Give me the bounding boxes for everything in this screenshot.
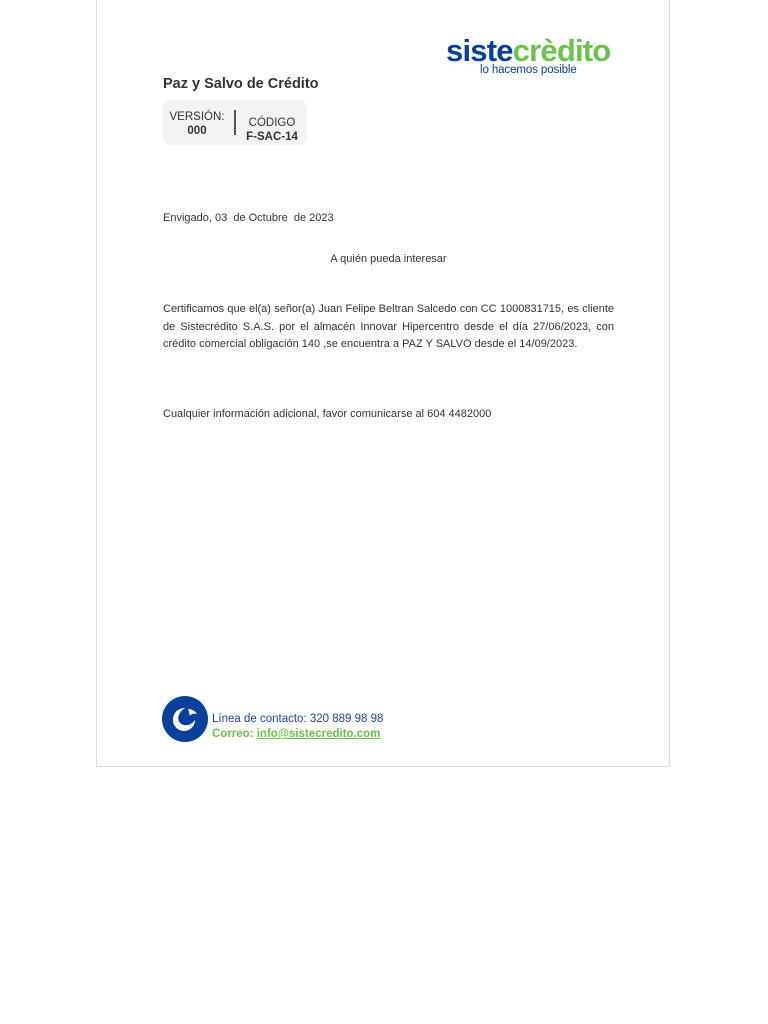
logo-wordmark [446,34,610,68]
version-block [169,110,225,138]
code-label: CÓDIGO [248,117,296,129]
email-label: Correo: [212,728,254,740]
email-link[interactable]: info@sistecredito.com [256,728,381,740]
document-page [96,0,670,767]
meta-divider [234,110,236,135]
version-label: VERSIÓN: [169,111,225,123]
sistecredito-logo [446,34,621,82]
code-block [243,116,301,144]
logo-word-credito: crèdito [512,33,611,68]
additional-info: Cualquier información adicional, favor comunicarse al 604 4482000 [163,408,492,420]
code-value: F-SAC-14 [246,131,298,143]
document-meta-box [163,100,307,145]
logo-word-siste: siste [446,33,513,68]
footer-contact [212,712,383,742]
version-value: 000 [187,125,207,137]
logo-tagline: lo hacemos posible [480,64,577,76]
letter-greeting: A quién pueda interesar [330,253,447,265]
document-title: Paz y Salvo de Crédito [163,76,319,92]
letter-date: Envigado, 03 de Octubre de 2023 [163,212,334,224]
letter-body: Certificamos que el(a) señor(a) Juan Felipe Beltran Salcedo con CC 1000831715, es cliente de Sistecrédito S.A.S. por el almacén Innovar Hipercentro desde el día 27/06/2023, con crédito comercial obligación 140 ,se encuentra a PAZ Y SALVO desde el 14/09/2023. [163,303,614,350]
contact-line: Línea de contacto: 320 889 98 98 [212,713,384,725]
sistecredito-swirl-icon [161,695,209,743]
email-line [212,727,383,742]
